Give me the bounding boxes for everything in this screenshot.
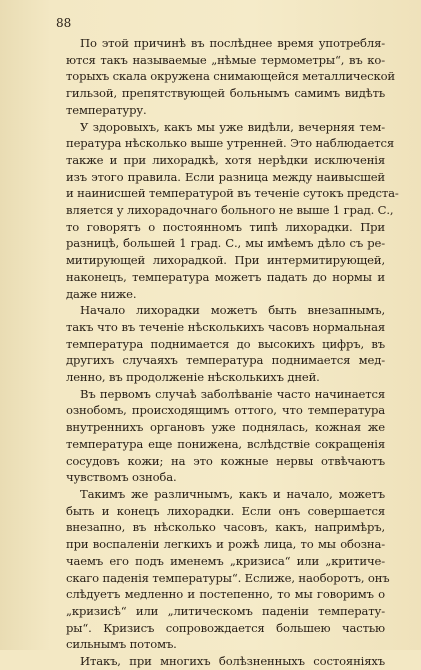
text-line: внезапно, въ нѣсколько часовъ, какъ, напримѣръ, bbox=[66, 520, 385, 535]
text-line: ознобомъ, происходящимъ оттого, что температура bbox=[66, 403, 385, 418]
text-line: ются такъ называемые „нѣмые термометры“, въ ко- bbox=[66, 52, 385, 67]
text-line: сосудовъ кожи; на это кожные нервы отвѣчаютъ bbox=[66, 453, 385, 468]
text-line: даже ниже. bbox=[66, 286, 137, 301]
text-line: По этой причинѣ въ послѣднее время употребля- bbox=[80, 36, 385, 50]
text-line: ры“. Кризисъ сопровождается большею частью bbox=[66, 620, 385, 635]
text-line: то говорятъ о постоянномъ типѣ лихорадки. При bbox=[66, 219, 385, 234]
text-line: быть и конецъ лихорадки. Если онъ совершается bbox=[66, 503, 385, 518]
text-line: также и при лихорадкѣ, хотя нерѣдки исключенія bbox=[66, 152, 385, 167]
text-line: торыхъ скала окружена снимающейся металлической bbox=[66, 69, 395, 84]
text-line: слѣдуетъ медленно и постепенно, то мы говоримъ о bbox=[66, 587, 385, 602]
page-text-body bbox=[66, 35, 399, 670]
text-line: гильзой, препятствующей больнымъ самимъ видѣть bbox=[66, 86, 385, 101]
text-line: температура поднимается до высокихъ цифръ, въ bbox=[66, 336, 385, 351]
text-line: внутреннихъ органовъ уже поднялась, кожная же bbox=[66, 420, 385, 435]
text-line: сильнымъ потомъ. bbox=[66, 637, 177, 652]
text-line: изъ этого правила. Если разница между наивысшей bbox=[66, 169, 385, 184]
text-line: разницѣ, большей 1 град. С., мы имѣемъ дѣло съ ре- bbox=[66, 236, 385, 251]
text-line: Въ первомъ случаѣ заболѣваніе часто начинается bbox=[80, 386, 385, 401]
text-line: температуру. bbox=[66, 102, 147, 117]
text-line: „кризисѣ“ или „литическомъ паденіи температу- bbox=[66, 603, 385, 618]
text-line: наконецъ, температура можетъ падать до нормы и bbox=[66, 269, 385, 284]
text-line: чаемъ его подъ именемъ „кризиса“ или „критиче- bbox=[66, 553, 385, 568]
page-number: 88 bbox=[56, 16, 72, 30]
text-line: такъ что въ теченіе нѣсколькихъ часовъ нормальная bbox=[66, 319, 385, 334]
text-line: митирующей лихорадкой. При интермитирующей, bbox=[66, 253, 385, 268]
text-line: Такимъ же различнымъ, какъ и начало, можетъ bbox=[80, 486, 385, 501]
text-line: пература нѣсколько выше утренней. Это наблюдается bbox=[66, 136, 395, 151]
text-line: Итакъ, при многихъ болѣзненныхъ состояніяхъ bbox=[80, 654, 385, 669]
text-line: ленно, въ продолженіе нѣсколькихъ дней. bbox=[66, 370, 320, 385]
text-line: и наинисшей температурой въ теченіе сутокъ предста- bbox=[66, 186, 399, 201]
text-line: скаго паденія температуры“. Еслиже, наоборотъ, онъ bbox=[66, 570, 390, 585]
text-line: Начало лихорадки можетъ быть внезапнымъ, bbox=[80, 303, 385, 318]
text-line: чувствомъ озноба. bbox=[66, 470, 177, 485]
text-line: при воспаленіи легкихъ и рожѣ лица, то мы обозна- bbox=[66, 537, 385, 552]
text-line: У здоровыхъ, какъ мы уже видѣли, вечерняя тем- bbox=[80, 119, 385, 134]
text-line: другихъ случаяхъ температура поднимается мед- bbox=[66, 353, 385, 368]
text-line: вляется у лихорадочнаго больного не выше 1 град. С., bbox=[66, 203, 394, 218]
text-line: температура еще понижена, вслѣдствіе сокращенія bbox=[66, 436, 385, 451]
